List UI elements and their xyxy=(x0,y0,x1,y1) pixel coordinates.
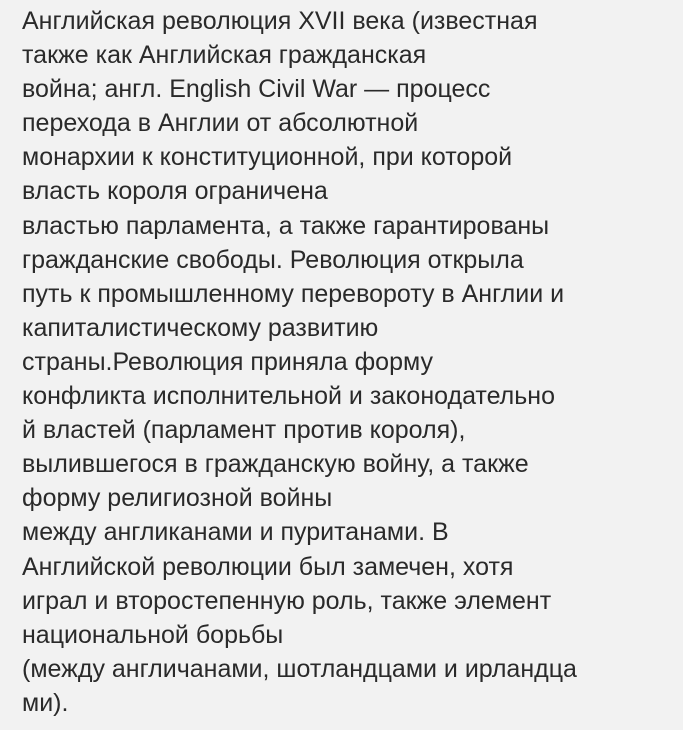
text-line: (между англичанами, шотландцами и ирландца xyxy=(22,654,577,683)
text-line: гражданские свободы. Революция открыла xyxy=(22,245,524,274)
text-line: война; англ. English Civil War — процесс xyxy=(22,75,491,104)
text-line: Английская революция XVII века (известная xyxy=(22,7,538,35)
text-line: властью парламента, а также гарантированы xyxy=(22,211,550,240)
text-line: монархии к конституционной, при которой xyxy=(22,143,513,172)
text-line: национальной борьбы xyxy=(22,620,284,649)
text-line: форму религиозной войны xyxy=(22,484,333,513)
text-line: й властей (парламент против короля), xyxy=(22,416,466,445)
text-line: вылившегося в гражданскую войну, а также xyxy=(22,450,529,479)
text-line: играл и второстепенную роль, также элемент xyxy=(22,586,552,615)
text-line: власть короля ограничена xyxy=(22,177,328,206)
text-line: страны.Революция приняла форму xyxy=(22,347,433,376)
text-line: между англиканами и пуританами. В xyxy=(22,518,449,547)
text-line: ми). xyxy=(22,688,69,717)
text-line: капиталистическому развитию xyxy=(22,313,379,342)
text-line: конфликта исполнительной и законодательно xyxy=(22,382,555,411)
text-line: Английской революции был замечен, хотя xyxy=(22,552,514,581)
text-line: также как Английская гражданская xyxy=(22,41,427,70)
article-text xyxy=(22,4,677,720)
text-line: перехода в Англии от абсолютной xyxy=(22,109,419,138)
text-line: путь к промышленному перевороту в Англии и xyxy=(22,279,565,308)
